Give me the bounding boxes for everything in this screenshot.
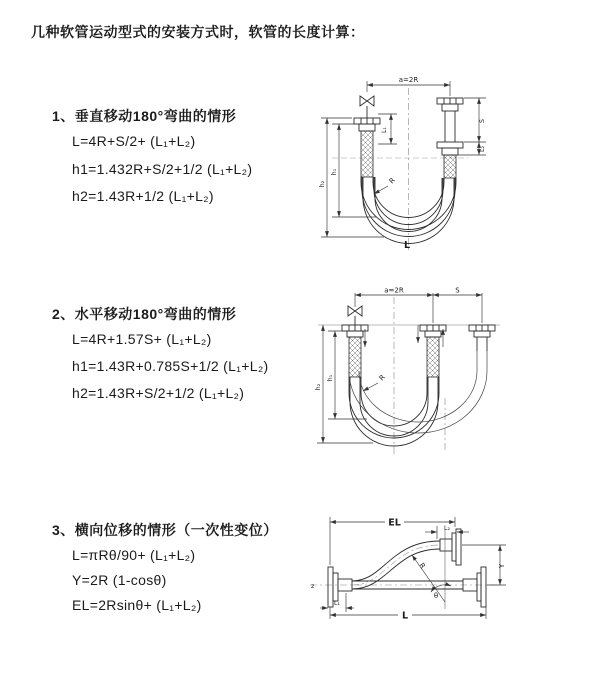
flange-left (328, 567, 352, 607)
valve-icon (360, 96, 374, 118)
valve-icon (348, 306, 362, 325)
section-3-formula-Y: Y=2R (1-cosθ) (72, 572, 167, 588)
diagram-vertical-180 (318, 70, 583, 260)
radius-leader (374, 186, 388, 194)
dim-label-l2: L₂ (479, 146, 486, 152)
section-3-formula-L: L=πRθ/90+ (L₁+L₂) (72, 547, 196, 563)
hose-u-bend (349, 351, 487, 446)
section-1-heading: 1、垂直移动180°弯曲的情形 (52, 108, 237, 124)
diagram-lateral-displacement (308, 505, 593, 655)
dim-l1 (378, 114, 397, 144)
flange-right (463, 567, 486, 607)
section-2-formula-h1: h1=1.43R+0.785S+1/2 (L₁+L₂) (72, 358, 269, 374)
dim-l2 (458, 142, 486, 155)
section-3-formula-EL: EL=2Rsinθ+ (L₁+L₂) (72, 597, 202, 613)
dim-h2 (315, 325, 373, 443)
section-3-heading: 3、横向位移的情形（一次性变位） (52, 522, 278, 538)
dim-label-h2: h₂ (315, 383, 322, 391)
dim-l2 (425, 525, 469, 539)
dim-label-span: a=2R (384, 286, 404, 295)
dim-label-radius: R (377, 373, 387, 383)
dim-label-s: S (479, 119, 486, 123)
dim-l1 (320, 593, 354, 612)
dim-label-length: L (404, 240, 411, 251)
braided-hose-middle (427, 337, 439, 377)
dim-label-h2: h₂ (319, 180, 326, 188)
braided-hose-right (444, 155, 456, 178)
section-2-formula-L: L=4R+1.57S+ (L₁+L₂) (72, 331, 212, 347)
section-1-formula-L: L=4R+S/2+ (L₁+L₂) (72, 133, 196, 149)
radius-line (412, 555, 445, 602)
radius-leader (363, 383, 378, 391)
flange-middle (420, 325, 446, 337)
dim-label-l1: L₁ (381, 127, 388, 133)
dim-s (464, 98, 486, 142)
section-2-formula-h2: h2=1.43R+S/2+1/2 (L₁+L₂) (72, 385, 245, 401)
dim-label-span: a=2R (398, 76, 419, 84)
flange-left (354, 118, 380, 131)
dim-label-h1: h₁ (327, 374, 334, 382)
page-title: 几种软管运动型式的安装方式时，软管的长度计算： (31, 24, 365, 40)
dim-label-el: EL (388, 517, 401, 529)
dim-label-s: S (455, 286, 460, 295)
dim-label-y: Y (498, 563, 506, 569)
section-1-formula-h2: h2=1.43R+1/2 (L₁+L₂) (72, 188, 214, 204)
dim-label-radius: R (387, 176, 397, 186)
dim-label-length: L (401, 610, 409, 622)
dim-label-theta: θ (433, 592, 439, 600)
flange-upper (440, 529, 461, 565)
dim-label-l2: L₂ (444, 525, 450, 532)
dim-span (355, 287, 482, 324)
dim-label-h1: h₁ (331, 168, 338, 176)
dim-label-radius: R (417, 561, 427, 571)
flange-right (469, 325, 495, 337)
flange-right-top (437, 98, 463, 111)
braided-hose-left (361, 131, 373, 177)
section-2-heading: 2、水平移动180°弯曲的情形 (52, 306, 237, 322)
section-1-formula-h1: h1=1.432R+S/2+1/2 (L₁+L₂) (72, 161, 253, 177)
dim-length (330, 607, 486, 622)
dim-label-l1: L₁ (334, 600, 340, 607)
diagram-horizontal-180 (315, 283, 590, 463)
axis-mark: z (311, 583, 315, 590)
flange-right-lower (437, 142, 463, 155)
